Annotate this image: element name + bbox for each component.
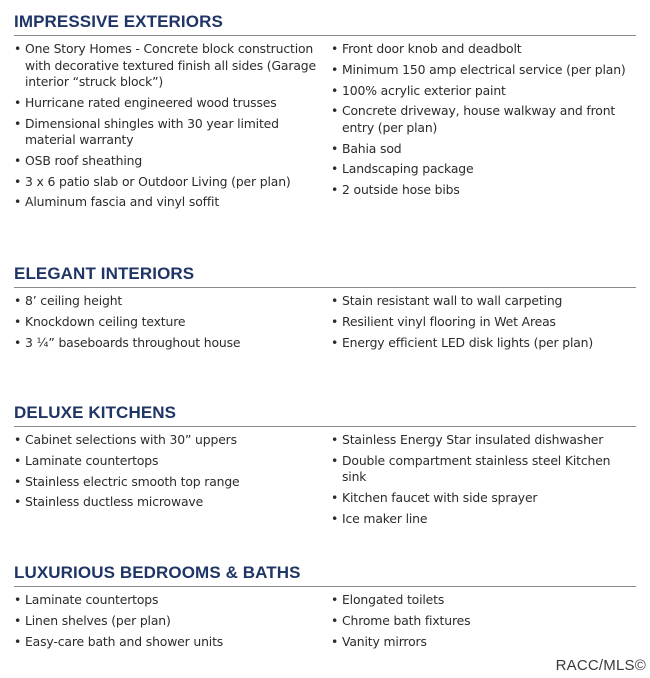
feature-list-left (14, 432, 331, 532)
list-item: • Dimensional shingles with 30 year limited material warranty (14, 116, 331, 149)
list-item: • Stainless Energy Star insulated dishwasher (331, 432, 636, 449)
section-impressive-exteriors (14, 12, 636, 215)
list-item: • Resilient vinyl flooring in Wet Areas (331, 314, 636, 331)
feature-list-right (331, 592, 636, 654)
section-luxurious-bedrooms-baths (14, 563, 636, 654)
list-item: • Minimum 150 amp electrical service (per plan) (331, 62, 636, 79)
list-item: • Energy efficient LED disk lights (per plan) (331, 335, 636, 352)
section-heading: ELEGANT INTERIORS (14, 264, 636, 288)
list-item: • Bahia sod (331, 141, 636, 158)
list-item: • Linen shelves (per plan) (14, 613, 331, 630)
list-item: • Stainless ductless microwave (14, 494, 331, 511)
list-item: • 100% acrylic exterior paint (331, 83, 636, 100)
list-item: • Knockdown ceiling texture (14, 314, 331, 331)
feature-list-right (331, 41, 636, 215)
list-item: • Stainless electric smooth top range (14, 474, 331, 491)
list-item: • Ice maker line (331, 511, 636, 528)
feature-list-right (331, 432, 636, 532)
list-item: • Aluminum fascia and vinyl soffit (14, 194, 331, 211)
list-item: • 3 x 6 patio slab or Outdoor Living (per plan) (14, 174, 331, 191)
feature-list-left (14, 592, 331, 654)
list-item: • Laminate countertops (14, 592, 331, 609)
list-item: • Chrome bath fixtures (331, 613, 636, 630)
list-item: • One Story Homes - Concrete block construction with decorative textured finish all sides (Garage interior “struck block”) (14, 41, 331, 91)
list-item: • Hurricane rated engineered wood trusses (14, 95, 331, 112)
list-item: • Stain resistant wall to wall carpeting (331, 293, 636, 310)
mls-watermark: RACC/MLS© (555, 657, 646, 674)
list-item: • Concrete driveway, house walkway and front entry (per plan) (331, 103, 636, 136)
list-item: • 3 ¼” baseboards throughout house (14, 335, 331, 352)
section-heading: DELUXE KITCHENS (14, 403, 636, 427)
section-heading: LUXURIOUS BEDROOMS & BATHS (14, 563, 636, 587)
section-heading: IMPRESSIVE EXTERIORS (14, 12, 636, 36)
feature-list-left (14, 293, 331, 355)
list-item: • Easy-care bath and shower units (14, 634, 331, 651)
section-elegant-interiors (14, 264, 636, 355)
list-item: • Kitchen faucet with side sprayer (331, 490, 636, 507)
list-item: • Laminate countertops (14, 453, 331, 470)
list-item: • Double compartment stainless steel Kitchen sink (331, 453, 636, 486)
feature-list-right (331, 293, 636, 355)
section-deluxe-kitchens (14, 403, 636, 532)
list-item: • 8’ ceiling height (14, 293, 331, 310)
list-item: • Front door knob and deadbolt (331, 41, 636, 58)
list-item: • Landscaping package (331, 161, 636, 178)
list-item: • Cabinet selections with 30” uppers (14, 432, 331, 449)
list-item: • OSB roof sheathing (14, 153, 331, 170)
list-item: • Vanity mirrors (331, 634, 636, 651)
list-item: • 2 outside hose bibs (331, 182, 636, 199)
feature-list-left (14, 41, 331, 215)
list-item: • Elongated toilets (331, 592, 636, 609)
